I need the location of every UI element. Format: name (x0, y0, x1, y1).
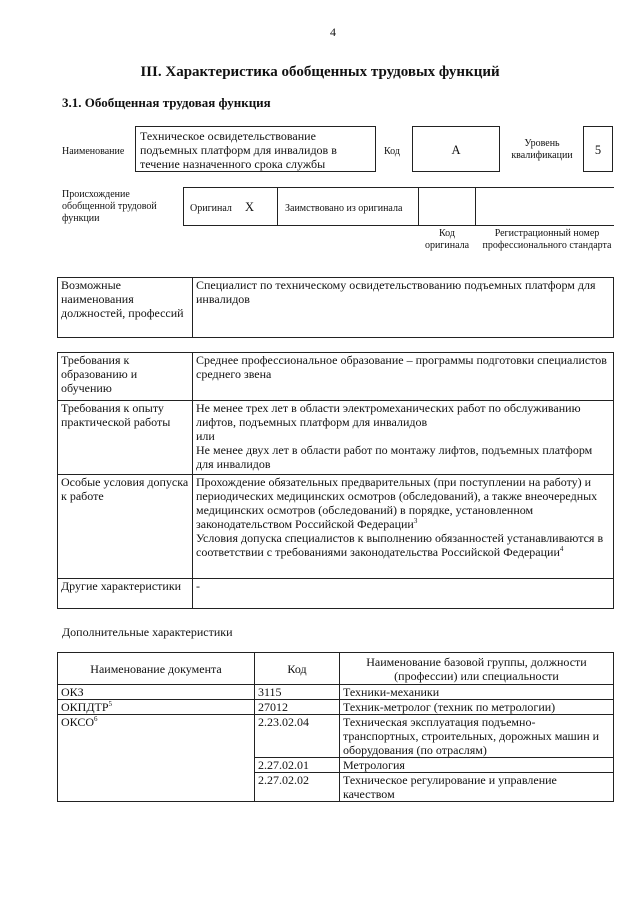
extra-header: Код (255, 653, 340, 685)
name-value: Техническое освидетельствование подъемных платформ для инвалидов в течение назначенного срока службы (135, 126, 376, 172)
req-value (193, 475, 614, 579)
req-line: Условия допуска специалистов к выполнению обязанностей устанавливаются в соответствии с требованиями законодательства Российской Федерации$^4$ (196, 531, 604, 559)
borrowed-label: Заимствовано из оригинала (285, 203, 403, 214)
original-label: Оригинал (190, 203, 232, 214)
subsection-title: 3.1. Обобщенная трудовая функция (62, 95, 271, 110)
extra-header: Наименование базовой группы, должности (профессии) или специальности (340, 653, 614, 685)
req-line: Среднее профессиональное образование – программы подготовки специалистов среднего звена (196, 353, 607, 381)
positions-value: Специалист по техническому освидетельствованию подъемных платформ для инвалидов (193, 278, 614, 338)
code-label: Код (384, 146, 400, 157)
code-cell: 3115 (255, 685, 340, 700)
name-cell: Техник-метролог (техник по метрологии) (340, 700, 614, 715)
req-label: Особые условия допуска к работе (58, 475, 193, 579)
req-line: или (196, 429, 215, 443)
footnote-ref: 5 (108, 700, 113, 708)
name-cell: Метрология (340, 758, 614, 773)
extra-header: Наименование документа (58, 653, 255, 685)
table-row (58, 685, 614, 700)
extra-table (57, 652, 614, 802)
code-caption: Код оригинала (424, 228, 470, 251)
level-label: Уровень квалификации (511, 138, 573, 161)
footnote-ref: 6 (94, 715, 98, 723)
req-line: Прохождение обязательных предварительных (при поступлении на работу) и периодических медицинских осмотров (обследований), а также внеочередных медицинских осмотров (обследований) в порядке, установленном законодательством Российской Федерации$^3$ (196, 475, 598, 531)
footnote-ref: 3 (413, 517, 418, 525)
code-cell: 2.27.02.01 (255, 758, 340, 773)
table-row (58, 700, 614, 715)
code-cell: 27012 (255, 700, 340, 715)
name-label: Наименование (62, 146, 125, 157)
name-cell: Техническая эксплуатация подъемно-транспортных, строительных, дорожных машин и оборудования (по отраслям) (340, 715, 614, 758)
table-row (58, 715, 614, 758)
req-label: Требования к опыту практической работы (58, 401, 193, 475)
req-label: Другие характеристики (58, 579, 193, 609)
req-line: Не менее двух лет в области работ по монтажу лифтов, подъемных платформ для инвалидов (196, 443, 593, 471)
reg-caption: Регистрационный номер профессионального стандарта (482, 228, 612, 251)
origin-label: Происхождение обобщенной трудовой функции (62, 189, 157, 224)
requirements-table (57, 352, 614, 609)
code-cell: 2.27.02.02 (255, 773, 340, 802)
doc-cell: ОКЗ (58, 685, 255, 700)
req-value: - (193, 579, 614, 609)
code-cell: 2.23.02.04 (255, 715, 340, 758)
req-line: Не менее трех лет в области электромеханических работ по обслуживанию лифтов, подъемных платформ для инвалидов (196, 401, 581, 429)
page-number: 4 (330, 25, 336, 39)
doc-cell: ОКСО$^6$ (58, 715, 255, 802)
name-cell: Техники-механики (340, 685, 614, 700)
req-value (193, 401, 614, 475)
additional-title: Дополнительные характеристики (62, 625, 233, 639)
original-mark: X (245, 200, 255, 214)
name-cell: Техническое регулирование и управление качеством (340, 773, 614, 802)
level-value: 5 (583, 126, 613, 172)
req-label: Требования к образованию и обучению (58, 353, 193, 401)
section-title: III. Характеристика обобщенных трудовых функций (140, 64, 500, 80)
positions-table (57, 277, 614, 338)
req-value (193, 353, 614, 401)
doc-cell: ОКПДТР$^5$ (58, 700, 255, 715)
positions-label: Возможные наименования должностей, профессий (58, 278, 193, 338)
footnote-ref: 4 (559, 545, 564, 553)
code-value: А (412, 126, 500, 172)
